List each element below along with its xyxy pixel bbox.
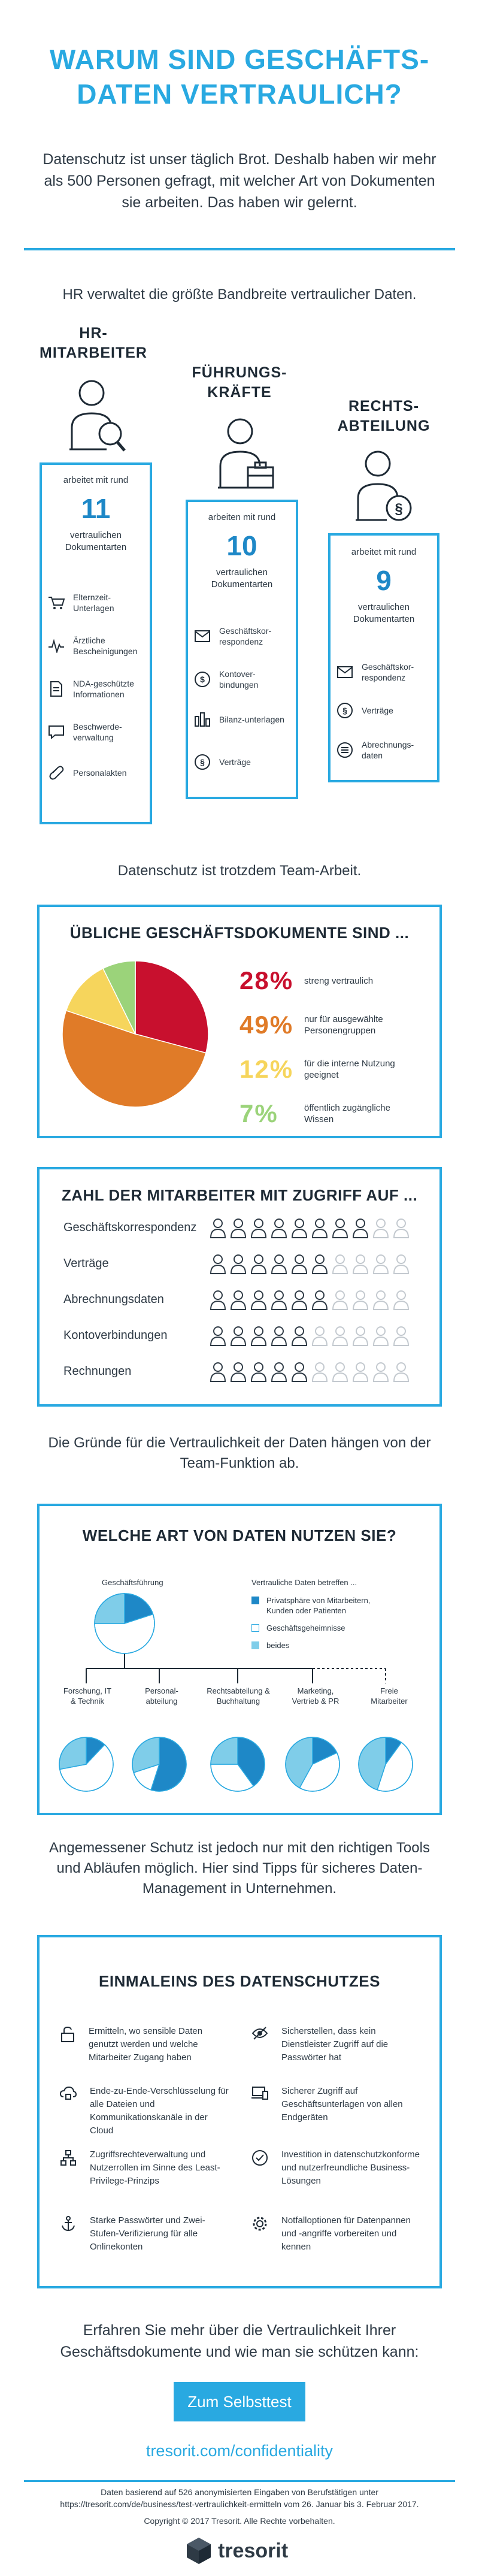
dept-box-hr: arbeitet mit rund 11 vertraulichen Dokumentarten Elternzeit-Unterlagen Ärztliche Bescheinigungen NDA-geschützte Informationen Beschwerde-verwaltung Personalakten bbox=[40, 462, 152, 824]
person-marker bbox=[251, 1255, 266, 1274]
paragraph-icon bbox=[336, 702, 353, 719]
pie-legend-item: 28% streng vertraulich bbox=[240, 966, 374, 994]
person-marker bbox=[231, 1219, 245, 1238]
tip-item: Ende-zu-Ende-Verschlüsselung für alle Dateien und Kommunikationskanäle in der Cloud bbox=[60, 2085, 234, 2137]
data-legend-item: beides bbox=[251, 1640, 425, 1650]
person-marker bbox=[272, 1291, 286, 1310]
doc-item: Abrechnungs-daten bbox=[336, 739, 433, 761]
dept-title-legal: RECHTS- ABTEILUNG bbox=[337, 398, 431, 434]
doc-item: NDA-geschützte Informationen bbox=[48, 678, 146, 700]
tip-item: Starke Passwörter und Zwei-Stufen-Verifizierung für alle Onlinekonten bbox=[60, 2214, 234, 2254]
person-marker bbox=[292, 1255, 307, 1274]
team-pie-label: Marketing, Vertrieb & PR bbox=[292, 1686, 339, 1706]
access-title: ZAHL DER MITARBEITER MIT ZUGRIFF AUF ... bbox=[61, 1186, 418, 1204]
access-person-grid bbox=[40, 1213, 439, 1404]
pie-title: ÜBLICHE GESCHÄFTSDOKUMENTE SIND ... bbox=[69, 924, 410, 942]
person-marker bbox=[374, 1291, 388, 1310]
brand-name: tresorit bbox=[218, 2539, 289, 2562]
person-marker bbox=[231, 1255, 245, 1274]
svg-text:§: § bbox=[342, 706, 347, 715]
person-marker bbox=[374, 1327, 388, 1346]
source-note: Daten basierend auf 526 anonymisierten Eingaben von Berufstätigen unter https://tresorit.com/de/business/test-vertraulichkeit-ermitteln vom 26. Januar bis 3. Februar 2017. bbox=[60, 2487, 419, 2509]
paragraph-icon bbox=[194, 754, 211, 770]
check-circle-icon bbox=[251, 2149, 268, 2166]
doc-item: Ärztliche Bescheinigungen bbox=[48, 635, 146, 657]
pie-legend bbox=[240, 962, 431, 1132]
dept-count-legal: 9 bbox=[376, 565, 392, 596]
person-marker bbox=[292, 1327, 307, 1346]
tip-item: Ermitteln, wo sensible Daten genutzt werden und welche Mitarbeiter Zugang haben bbox=[60, 2025, 234, 2064]
page-title: WARUM SIND GESCHÄFTS- DATEN VERTRAULICH? bbox=[49, 44, 430, 110]
person-marker bbox=[211, 1291, 225, 1310]
doc-item: Personalakten bbox=[48, 766, 146, 780]
tip-item: Zugriffsrechteverwaltung und Nutzerrollen im Sinne des Least-Privilege-Prinzips bbox=[60, 2148, 234, 2188]
dept-box-legal: arbeitet mit rund 9 vertraulichen Dokumentarten Geschäftskor-respondenz § Verträge Abrechnungs-daten bbox=[328, 533, 439, 782]
doc-item: Geschäftskor-respondenz bbox=[194, 625, 292, 647]
dept-box-management: arbeiten mit rund 10 vertraulichen Dokumentarten Geschäftskor-respondenz $ Kontover-bindungen Bilanz-unterlagen § Verträge bbox=[186, 500, 298, 799]
tip-item: Notfalloptionen für Datenpannen und -angriffe vorbereiten und kennen bbox=[251, 2214, 425, 2254]
pie-legend-item: 49% nur für ausgewählte Personengruppen bbox=[240, 1011, 383, 1039]
doc-item: Bilanz-unterlagen bbox=[194, 712, 292, 727]
tip-item: Sicherstellen, dass kein Dienstleister Zugriff auf die Passwörter hat bbox=[251, 2025, 425, 2064]
lock-open-icon bbox=[60, 2026, 75, 2043]
teamwork-text: Datenschutz ist trotzdem Team-Arbeit. bbox=[117, 863, 362, 879]
person-marker bbox=[272, 1363, 286, 1381]
person-marker bbox=[251, 1363, 266, 1381]
anchor-icon bbox=[60, 2215, 77, 2232]
access-row-label: Abrechnungsdaten bbox=[63, 1293, 164, 1306]
svg-text:§: § bbox=[395, 501, 403, 517]
person-marker bbox=[231, 1291, 245, 1310]
team-pie-label: Personal-abteilung bbox=[145, 1686, 178, 1706]
person-marker bbox=[313, 1255, 327, 1274]
person-marker bbox=[333, 1255, 347, 1274]
person-marker bbox=[313, 1219, 327, 1238]
manager-briefcase-icon bbox=[213, 415, 279, 498]
person-marker bbox=[353, 1327, 368, 1346]
person-marker bbox=[251, 1291, 266, 1310]
person-marker bbox=[333, 1363, 347, 1381]
dept-title-hr: HR- MITARBEITER bbox=[40, 325, 147, 361]
person-marker bbox=[211, 1219, 225, 1238]
team-pie-slice bbox=[59, 1737, 86, 1769]
departments-intro: HR verwaltet die größte Bandbreite vertraulicher Daten. bbox=[62, 286, 417, 303]
copyright: Copyright © 2017 Tresorit. Alle Rechte vorbehalten. bbox=[144, 2516, 335, 2526]
person-marker bbox=[353, 1255, 368, 1274]
divider bbox=[24, 248, 455, 250]
tips-title: EINMALEINS DES DATENSCHUTZES bbox=[99, 1972, 380, 1990]
access-row-label: Geschäftskorrespondenz bbox=[63, 1221, 197, 1234]
person-marker bbox=[333, 1291, 347, 1310]
person-marker bbox=[374, 1255, 388, 1274]
person-marker bbox=[292, 1291, 307, 1310]
team-pie-label: Forschung, IT & Technik bbox=[63, 1686, 112, 1706]
person-marker bbox=[374, 1219, 388, 1238]
data-types-title: WELCHE ART VON DATEN NUTZEN SIE? bbox=[82, 1526, 397, 1544]
doc-item: Geschäftskor-respondenz bbox=[336, 661, 433, 683]
person-marker bbox=[211, 1327, 225, 1346]
mail-icon bbox=[336, 666, 353, 679]
cart-icon bbox=[48, 595, 65, 610]
access-rows bbox=[40, 1213, 439, 1404]
dept-title-management: FÜHRUNGS- KRÄFTE bbox=[192, 364, 287, 401]
person-marker bbox=[272, 1327, 286, 1346]
person-marker bbox=[313, 1291, 327, 1310]
tresorit-logo-icon bbox=[186, 2536, 212, 2565]
data-legend: Vertrauliche Daten betreffen ... Privatsphäre von Mitarbeitern, Kunden oder Patienten Geschäftsgeheimnisse beides bbox=[251, 1578, 425, 1650]
person-marker bbox=[251, 1327, 266, 1346]
pie-legend-item: 7% öffentlich zugängliche Wissen bbox=[240, 1099, 390, 1127]
person-marker bbox=[292, 1363, 307, 1381]
eye-off-icon bbox=[251, 2026, 268, 2040]
lines-icon bbox=[336, 742, 353, 758]
tools-text: Angemessener Schutz ist jedoch nur mit den richtigen Tools und Abläufen möglich. Hier sind Tipps für sicheres Daten-Management in Unternehmen. bbox=[49, 1840, 430, 1897]
person-marker bbox=[394, 1291, 408, 1310]
document-icon bbox=[48, 681, 65, 697]
data-legend-item: Geschäftsgeheimnisse bbox=[251, 1623, 425, 1633]
person-marker bbox=[353, 1219, 368, 1238]
person-marker bbox=[333, 1327, 347, 1346]
team-pie-label: Freie Mitarbeiter bbox=[371, 1686, 408, 1706]
pie-value-label: 28% bbox=[240, 966, 294, 994]
self-test-button[interactable]: Zum Selbsttest bbox=[174, 2382, 305, 2421]
person-marker bbox=[333, 1219, 347, 1238]
tresorit-logo bbox=[186, 2536, 288, 2565]
person-marker bbox=[313, 1363, 327, 1381]
person-marker bbox=[394, 1327, 408, 1346]
legal-paragraph-icon bbox=[351, 447, 417, 531]
dept-count-management: 10 bbox=[226, 530, 257, 561]
person-marker bbox=[272, 1219, 286, 1238]
tip-item: Investition in datenschutzkonforme und nutzerfreundliche Business-Lösungen bbox=[251, 2148, 425, 2188]
person-marker bbox=[353, 1363, 368, 1381]
person-marker bbox=[231, 1363, 245, 1381]
paperclip-icon bbox=[48, 766, 65, 780]
pie-value-label: 7% bbox=[240, 1099, 278, 1127]
pie-value-label: 49% bbox=[240, 1011, 294, 1039]
doc-item: § Verträge bbox=[194, 754, 292, 770]
dollar-icon bbox=[194, 671, 211, 688]
gear-icon bbox=[251, 2215, 268, 2232]
heartbeat-icon bbox=[48, 639, 65, 653]
doc-item: Beschwerde-verwaltung bbox=[48, 721, 146, 743]
reasons-text: Die Gründe für die Vertraulichkeit der Daten hängen von der Team-Funktion ab. bbox=[48, 1435, 431, 1471]
dept-count-hr: 11 bbox=[81, 493, 111, 524]
person-marker bbox=[394, 1363, 408, 1381]
person-marker bbox=[353, 1291, 368, 1310]
person-marker bbox=[394, 1219, 408, 1238]
divider bbox=[24, 2480, 455, 2482]
person-marker bbox=[211, 1255, 225, 1274]
mail-icon bbox=[194, 630, 211, 643]
doc-item: § Verträge bbox=[336, 702, 433, 719]
person-marker bbox=[394, 1255, 408, 1274]
doc-item: Elternzeit-Unterlagen bbox=[48, 592, 146, 613]
chat-icon bbox=[48, 725, 65, 739]
tip-item: Sicherer Zugriff auf Geschäftsunterlagen von allen Endgeräten bbox=[251, 2085, 425, 2124]
devices-icon bbox=[251, 2086, 268, 2100]
team-pie-label: Rechtsabteilung & Buchhaltung bbox=[207, 1686, 270, 1706]
confidentiality-link[interactable]: tresorit.com/confidentiality bbox=[145, 2442, 334, 2460]
cloud-lock-icon bbox=[60, 2086, 77, 2100]
root-pie-label: Geschäftsführung bbox=[102, 1578, 163, 1587]
hr-person-magnifier-icon bbox=[65, 376, 131, 460]
network-icon bbox=[60, 2149, 77, 2166]
data-legend-item: Privatsphäre von Mitarbeitern, Kunden oder Patienten bbox=[251, 1595, 425, 1616]
confidentiality-pie-chart bbox=[57, 956, 213, 1112]
person-marker bbox=[272, 1255, 286, 1274]
access-row-label: Kontoverbindungen bbox=[63, 1329, 168, 1342]
cta-text: Erfahren Sie mehr über die Vertraulichkeit Ihrer Geschäftsdokumente und wie man sie schützen kann: bbox=[60, 2322, 419, 2360]
person-marker bbox=[231, 1327, 245, 1346]
person-marker bbox=[292, 1219, 307, 1238]
person-marker bbox=[211, 1363, 225, 1381]
intro-text: Datenschutz ist unser täglich Brot. Deshalb haben wir mehr als 500 Personen gefragt, mit welcher Art von Dokumenten sie arbeiten. Das haben wir gelernt. bbox=[43, 151, 436, 211]
svg-text:$: $ bbox=[200, 675, 205, 684]
person-marker bbox=[313, 1327, 327, 1346]
pie-legend-item: 12% für die interne Nutzung geeignet bbox=[240, 1055, 395, 1083]
svg-text:§: § bbox=[200, 757, 205, 767]
person-marker bbox=[251, 1219, 266, 1238]
person-marker bbox=[374, 1363, 388, 1381]
doc-item: $ Kontover-bindungen bbox=[194, 669, 292, 690]
access-row-label: Verträge bbox=[63, 1257, 109, 1270]
bar-chart-icon bbox=[194, 712, 211, 727]
pie-value-label: 12% bbox=[240, 1055, 294, 1083]
access-row-label: Rechnungen bbox=[63, 1365, 132, 1378]
